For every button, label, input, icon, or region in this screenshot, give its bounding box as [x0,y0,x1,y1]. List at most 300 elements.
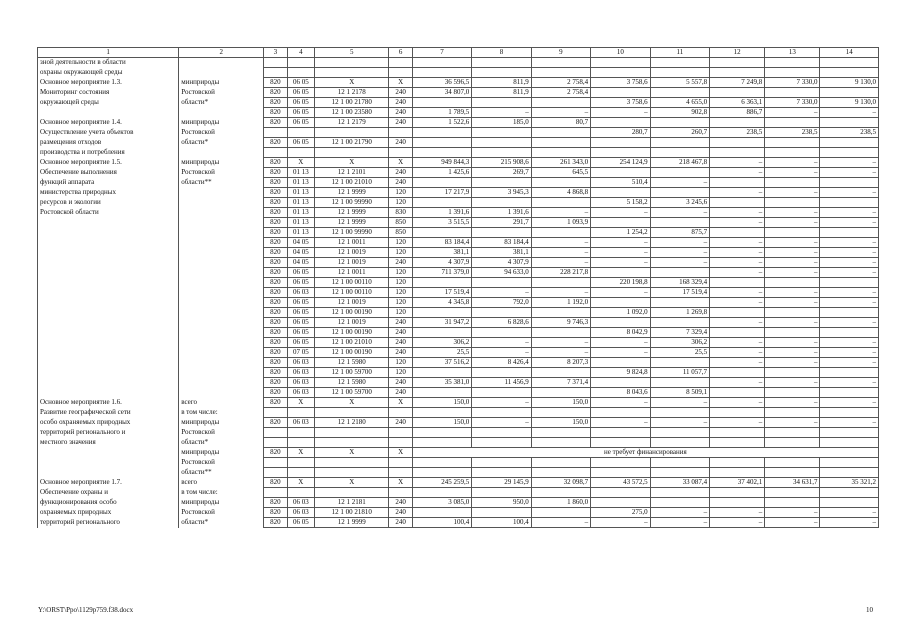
table-cell: – [531,348,590,358]
table-cell [472,58,531,68]
table-cell [531,58,590,68]
table-cell [287,428,315,438]
table-cell: 01 13 [287,188,315,198]
table-cell [179,278,264,288]
table-cell: 820 [264,118,287,128]
table-cell: 240 [389,138,412,148]
table-cell: – [765,398,820,408]
table-cell: – [710,258,765,268]
table-cell: 04 05 [287,238,315,248]
table-cell [710,58,765,68]
table-cell [412,488,471,498]
table-cell [710,68,765,78]
table-cell [765,328,820,338]
table-cell: ресурсов и экологии [38,198,179,208]
table-cell [820,198,879,208]
table-row [38,68,879,78]
table-cell: – [650,418,709,428]
table-cell: 1 425,6 [412,168,471,178]
table-cell [38,328,179,338]
table-cell: 8 043,6 [591,388,650,398]
table-row [38,98,879,108]
table-cell: 01 13 [287,208,315,218]
table-cell: 269,7 [472,168,531,178]
table-cell [264,148,287,158]
column-header: 6 [389,48,412,58]
table-cell: 830 [389,208,412,218]
table-cell [531,138,590,148]
table-cell: 120 [389,238,412,248]
table-cell: – [765,218,820,228]
table-cell: – [820,298,879,308]
table-cell [765,58,820,68]
table-cell [412,438,471,448]
table-cell: Мониторинг состояния [38,88,179,98]
table-cell: 381,1 [412,248,471,258]
table-row [38,208,879,218]
table-cell: – [591,398,650,408]
table-cell: 240 [389,508,412,518]
table-cell: 12 1 9999 [315,208,389,218]
table-cell [531,178,590,188]
table-cell: 06 03 [287,498,315,508]
table-cell: 820 [264,508,287,518]
table-cell [389,128,412,138]
table-cell [472,428,531,438]
table-cell: 01 13 [287,178,315,188]
table-cell [650,488,709,498]
table-cell: – [472,348,531,358]
table-cell [472,228,531,238]
table-cell: 06 05 [287,518,315,528]
table-cell [315,68,389,78]
table-row [38,408,879,418]
table-cell [412,98,471,108]
table-cell [38,258,179,268]
table-cell: – [591,208,650,218]
column-header: 4 [287,48,315,58]
table-cell [287,58,315,68]
table-cell: 220 198,8 [591,278,650,288]
table-cell: 711 379,0 [412,268,471,278]
table-cell: – [820,158,879,168]
table-cell: Х [315,448,389,458]
table-cell: 120 [389,198,412,208]
table-cell: 240 [389,388,412,398]
table-cell [38,338,179,348]
table-cell [710,198,765,208]
table-cell: 168 329,4 [650,278,709,288]
table-cell: 820 [264,138,287,148]
table-cell: – [650,508,709,518]
table-cell: – [591,518,650,528]
table-cell [765,368,820,378]
table-cell: – [765,108,820,118]
table-cell [650,188,709,198]
table-cell [820,438,879,448]
table-cell: 275,0 [591,508,650,518]
table-cell [389,438,412,448]
table-row [38,138,879,148]
table-cell [179,288,264,298]
table-cell: 306,2 [412,338,471,348]
table-cell [531,198,590,208]
table-cell [531,308,590,318]
table-cell: 07 05 [287,348,315,358]
table-row [38,478,879,488]
table-cell: Обеспечение охраны и [38,488,179,498]
table-cell: 06 05 [287,318,315,328]
table-cell [765,308,820,318]
table-cell: 12 1 5980 [315,378,389,388]
table-row [38,88,879,98]
table-cell: производства и потребления [38,148,179,158]
table-cell [38,108,179,118]
table-cell [179,338,264,348]
table-cell: – [650,518,709,528]
table-cell: Основное мероприятие 1.3. [38,78,179,88]
table-cell: 12 1 00 59700 [315,388,389,398]
column-header: 10 [591,48,650,58]
table-cell: Ростовской [179,428,264,438]
table-cell [38,368,179,378]
table-cell: – [710,248,765,258]
table-cell [591,138,650,148]
table-cell [179,308,264,318]
table-cell: – [710,378,765,388]
table-cell: 12 1 00 21790 [315,138,389,148]
table-cell [591,488,650,498]
table-cell: – [531,338,590,348]
table-cell: – [710,208,765,218]
column-header: 1 [38,48,179,58]
table-cell: – [710,508,765,518]
table-cell [650,318,709,328]
table-cell: 35 381,0 [412,378,471,388]
table-cell [591,58,650,68]
table-cell: – [531,248,590,258]
table-cell [287,408,315,418]
table-cell [591,88,650,98]
column-header: 3 [264,48,287,58]
table-cell [710,118,765,128]
table-cell: – [591,258,650,268]
table-cell: Ростовской [179,168,264,178]
table-cell [591,188,650,198]
table-cell: 238,5 [820,128,879,138]
table-cell: – [765,268,820,278]
table-cell: 240 [389,98,412,108]
table-cell: 12 1 00 21780 [315,98,389,108]
table-cell: – [710,158,765,168]
table-cell [287,468,315,478]
table-cell [650,298,709,308]
table-cell [179,108,264,118]
table-cell: 17 217,9 [412,188,471,198]
table-cell: 120 [389,268,412,278]
table-cell: 32 098,7 [531,478,590,488]
table-cell [765,178,820,188]
table-cell: 06 05 [287,98,315,108]
table-cell [287,148,315,158]
table-cell: 120 [389,368,412,378]
table-cell: 820 [264,108,287,118]
table-cell [472,388,531,398]
table-row [38,508,879,518]
table-row [38,448,879,458]
table-cell: 820 [264,268,287,278]
table-cell [287,488,315,498]
table-cell: функций аппарата [38,178,179,188]
table-cell: 06 05 [287,328,315,338]
table-cell: 12 1 00 99990 [315,228,389,238]
table-cell [765,198,820,208]
table-cell [179,58,264,68]
table-cell: 12 1 0011 [315,268,389,278]
table-cell: 31 947,2 [412,318,471,328]
table-cell: 06 05 [287,138,315,148]
table-cell [710,458,765,468]
table-cell [710,388,765,398]
table-cell [287,458,315,468]
table-cell [472,468,531,478]
table-cell: 240 [389,168,412,178]
table-cell [765,498,820,508]
table-cell: – [820,238,879,248]
table-cell: минприроды [179,498,264,508]
table-cell [591,438,650,448]
table-cell: 9 130,0 [820,98,879,108]
column-header: 14 [820,48,879,58]
table-row [38,378,879,388]
table-cell: 12 1 0019 [315,258,389,268]
table-cell [315,128,389,138]
table-cell: 120 [389,308,412,318]
table-cell [531,278,590,288]
table-cell: – [820,168,879,178]
table-cell [650,378,709,388]
table-cell: 1 391,6 [412,208,471,218]
table-cell [179,238,264,248]
table-cell [820,488,879,498]
table-cell [412,278,471,288]
table-cell: 240 [389,328,412,338]
table-cell: области* [179,98,264,108]
table-cell: 34 631,7 [765,478,820,488]
table-cell [472,488,531,498]
table-cell [820,388,879,398]
table-cell: 820 [264,88,287,98]
table-cell [38,378,179,388]
table-row [38,348,879,358]
table-cell: – [820,518,879,528]
table-cell: – [765,338,820,348]
table-cell: 94 633,0 [472,268,531,278]
table-cell: 120 [389,278,412,288]
table-cell: 01 13 [287,218,315,228]
table-cell: 820 [264,378,287,388]
table-cell: 120 [389,298,412,308]
table-cell: 820 [264,158,287,168]
table-cell: 25,5 [412,348,471,358]
table-cell: 120 [389,288,412,298]
table-cell [531,128,590,138]
table-cell: Х [315,158,389,168]
table-cell [179,348,264,358]
table-cell [765,138,820,148]
table-cell [264,428,287,438]
table-cell: 820 [264,318,287,328]
table-cell: – [591,108,650,118]
table-cell [820,408,879,418]
table-cell [710,428,765,438]
table-cell [765,88,820,98]
table-cell [650,168,709,178]
table-cell: Х [389,478,412,488]
table-cell [412,428,471,438]
table-cell: – [710,298,765,308]
table-cell [765,408,820,418]
table-cell [472,178,531,188]
table-cell [650,268,709,278]
table-cell: – [820,338,879,348]
table-cell [650,118,709,128]
table-cell [389,488,412,498]
table-cell [531,388,590,398]
table-cell [179,368,264,378]
table-cell: 240 [389,88,412,98]
table-row [38,388,879,398]
table-cell: 4 307,9 [412,258,471,268]
table-cell: – [650,208,709,218]
column-header: 2 [179,48,264,58]
table-cell: 8 042,9 [591,328,650,338]
table-cell: 11 456,9 [472,378,531,388]
table-cell: Основное мероприятие 1.5. [38,158,179,168]
table-cell [412,128,471,138]
table-cell [650,88,709,98]
table-cell [650,438,709,448]
table-cell [820,458,879,468]
table-cell [38,458,179,468]
table-cell [264,488,287,498]
table-cell: 1 092,0 [591,308,650,318]
table-cell [179,328,264,338]
table-cell: – [765,208,820,218]
table-cell [179,298,264,308]
table-cell: 820 [264,248,287,258]
table-body [38,48,879,528]
table-cell [472,328,531,338]
table-cell [765,278,820,288]
table-cell [472,128,531,138]
table-cell [389,458,412,468]
table-cell: – [472,338,531,348]
table-cell: – [765,348,820,358]
table-cell: 7 330,0 [765,98,820,108]
table-cell: 34 807,0 [412,88,471,98]
table-cell [820,498,879,508]
table-cell: 100,4 [412,518,471,528]
table-cell: – [820,508,879,518]
table-cell [591,218,650,228]
table-cell: 820 [264,98,287,108]
table-cell: охраны окружающей среды [38,68,179,78]
table-row [38,458,879,468]
table-cell [179,248,264,258]
table-cell: – [765,318,820,328]
table-cell [264,408,287,418]
table-cell: 43 572,5 [591,478,650,488]
table-cell [531,508,590,518]
table-cell: 37 402,1 [710,478,765,488]
table-cell: – [531,288,590,298]
table-cell: 254 124,9 [591,158,650,168]
table-cell: 811,9 [472,78,531,88]
table-cell: 83 184,4 [412,238,471,248]
table-cell [315,488,389,498]
table-cell: 120 [389,248,412,258]
table-cell: 820 [264,448,287,458]
table-cell [472,438,531,448]
table-cell: Осуществление учета объектов [38,128,179,138]
table-cell: 12 1 0019 [315,318,389,328]
table-cell [765,118,820,128]
table-cell: 12 1 0019 [315,298,389,308]
table-cell [650,408,709,418]
table-cell: 06 05 [287,268,315,278]
table-cell: 12 1 2178 [315,88,389,98]
table-cell [315,148,389,158]
table-cell [315,58,389,68]
table-cell: 9 130,0 [820,78,879,88]
table-cell: 820 [264,338,287,348]
table-cell [472,458,531,468]
table-cell [650,138,709,148]
table-cell: – [472,288,531,298]
table-cell [710,438,765,448]
table-cell [472,68,531,78]
table-cell: Основное мероприятие 1.6. [38,398,179,408]
table-cell: 3 245,6 [650,198,709,208]
table-cell: 949 844,3 [412,158,471,168]
table-cell: 215 908,6 [472,158,531,168]
table-cell: – [765,378,820,388]
table-cell: 4 655,0 [650,98,709,108]
table-cell [650,68,709,78]
table-cell: 2 758,4 [531,88,590,98]
table-cell [591,468,650,478]
table-cell: – [650,238,709,248]
table-cell: – [591,418,650,428]
table-cell: 04 05 [287,248,315,258]
table-cell [531,148,590,158]
table-cell: 886,7 [710,108,765,118]
table-row [38,338,879,348]
table-cell [412,468,471,478]
table-cell [591,118,650,128]
table-cell: 150,0 [531,398,590,408]
table-cell: местного значения [38,438,179,448]
table-cell [389,68,412,78]
table-cell [412,148,471,158]
table-cell [179,208,264,218]
table-cell: Х [315,398,389,408]
table-cell [412,388,471,398]
table-cell: – [591,288,650,298]
table-cell [820,428,879,438]
table-row [38,518,879,528]
